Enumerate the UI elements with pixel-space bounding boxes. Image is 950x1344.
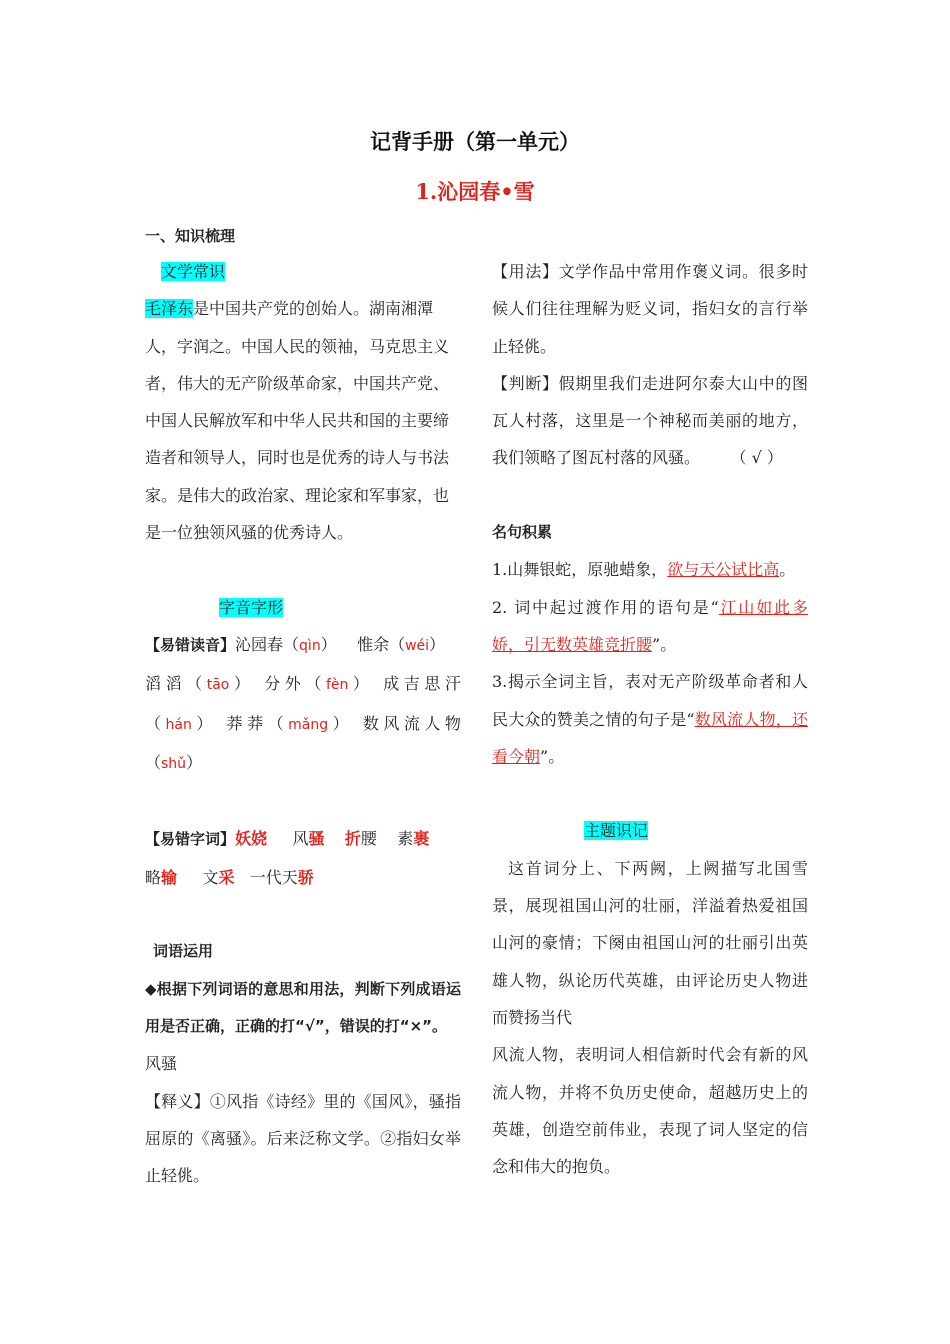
literary-tag-line [145, 253, 461, 290]
pronunciation-tag: 字音字形 [219, 597, 284, 617]
word-tianjiao-plain: 一代天 [249, 867, 298, 887]
word-suguo-red: 裹 [413, 829, 430, 849]
quote-2-suffix: ”。 [652, 634, 677, 654]
usage-heading: 词语运用 [153, 942, 214, 961]
quote-1 [492, 551, 808, 588]
pron-word: 沁园春 [235, 634, 284, 654]
words-label: 【易错字词】 [145, 830, 236, 849]
pron-word: 滔滔 [145, 674, 187, 694]
quote-3 [492, 663, 808, 775]
word-tianjiao-red: 骄 [297, 867, 314, 887]
pronunciation-line-3: （hán） 莽莽（mǎng） 数风流人物 [145, 713, 461, 733]
pron-pinyin: mǎng [288, 716, 329, 733]
page-title: 记背手册（第一单元） [370, 129, 580, 154]
pron-pinyin: tāo [206, 677, 230, 694]
quote-2-answer: 江山如此多娇，引无数英雄竞折腰 [492, 597, 808, 654]
judge-text: 【判断】假期里我们走进阿尔泰大山中的图瓦人村落，这里是一个神秘而美丽的地方，我们领略了图瓦村落的风骚。 [492, 373, 808, 468]
section-heading: 一、知识梳理 [145, 227, 236, 245]
pron-word: 惟余 [357, 634, 390, 654]
pron-pinyin: wéi [405, 637, 430, 654]
judge-paragraph [492, 365, 808, 477]
word-wencai-plain: 文 [202, 867, 219, 887]
word-lueshu-red: 输 [161, 867, 178, 887]
pron-word: 成吉思汗 [383, 674, 461, 694]
word-lueshu-plain: 略 [145, 867, 162, 887]
word-suguo-plain: 素 [397, 829, 414, 849]
quote-2 [492, 589, 808, 664]
literary-tag: 文学常识 [161, 262, 226, 281]
left-column [145, 253, 461, 1194]
pron-word: 莽莽 [226, 713, 268, 733]
pron-word: 分外 [264, 674, 306, 694]
pronunciation-line-4: （shǔ） [145, 752, 203, 772]
judge-answer: （ √ ） [730, 448, 783, 468]
quotes-heading: 名句积累 [492, 523, 553, 542]
usage-instruction: ◆根据下列词语的意思和用法，判断下列成语运用是否正确，正确的打“√”，错误的打“×”。 [145, 979, 461, 1035]
quote-3-prefix: 3.揭示全词主旨，表对无产阶级革命者和人民大众的赞美之情的句子是“ [492, 672, 808, 729]
word-yaorao: 妖娆 [235, 829, 268, 849]
word-zheyao-red: 折 [344, 829, 361, 849]
right-column [492, 253, 808, 1185]
theme-text-1: 这首词分上、下两阙，上阙描写北国雪景，展现祖国山河的壮丽，洋溢着热爱祖国山河的豪情；下阕由祖国山河的壮丽引出英雄人物，纵论历代英雄，由评论历史人物进而赞扬当代 [492, 858, 808, 1027]
pron-word: 数风流人物 [362, 713, 461, 733]
author-name: 毛泽东 [145, 299, 194, 319]
usage-term: 风骚 [145, 1054, 178, 1074]
words-line-2 [145, 859, 461, 896]
quote-1-answer: 欲与天公试比高 [667, 560, 780, 580]
usage-meaning: 【释义】①风指《诗经》里的《国风》，骚指屈原的《离骚》。后来泛称文学。②指妇女举止轻佻。 [145, 1091, 461, 1186]
theme-tag: 主题识记 [584, 821, 649, 841]
pronunciation-label: 【易错读音】 [145, 635, 236, 654]
pron-pinyin: qìn [299, 637, 321, 654]
word-fengsao-red: 骚 [308, 829, 325, 849]
lesson-title: 1.沁园春•雪 [415, 179, 535, 204]
pron-pinyin: fèn [325, 677, 349, 694]
word-zheyao-plain: 腰 [360, 829, 377, 849]
quote-1-prefix: 1.山舞银蛇，原驰蜡象， [492, 560, 668, 580]
pronunciation-tag-line [145, 589, 461, 626]
quote-2-prefix: 2. 词中起过渡作用的语句是“ [492, 597, 719, 617]
usage-text: 【用法】文学作品中常用作褒义词。很多时候人们往往理解为贬义词，指妇女的言行举止轻佻。 [492, 262, 808, 356]
pronunciation-line-2: 滔滔（tāo） 分外（fèn） 成吉思汗 [145, 674, 461, 694]
word-fengsao-plain: 风 [292, 829, 309, 849]
quote-3-answer: 数风流人物，还看今朝 [492, 709, 808, 766]
pron-pinyin: shǔ [161, 755, 187, 772]
theme-text-2: 风流人物，表明词人相信新时代会有新的风流人物，并将不负历史使命，超越历史上的英雄，创造空前伟业，表现了词人坚定的信念和伟大的抱负。 [492, 1045, 808, 1177]
quote-3-suffix: ”。 [540, 746, 565, 766]
words-line-1 [145, 820, 461, 858]
pronunciation-line-1: 【易错读音】沁园春（qìn） 惟余（wéi） [145, 634, 446, 654]
pron-pinyin: hán [165, 716, 192, 733]
literary-text: 是中国共产党的创始人。湖南湘潭人，字润之。中国人民的领袖，马克思主义者，伟大的无产阶级革命家，中国共产党、中国人民解放军和中华人民共和国的主要缔造者和领导人，同时也是优秀的诗人与书法家。是伟大的政治家、理论家和军事家，也是一位独领风骚的优秀诗人。 [145, 299, 450, 543]
theme-tag-line [492, 812, 808, 849]
quote-1-suffix: 。 [779, 560, 796, 580]
literary-paragraph [145, 290, 461, 551]
word-wencai-red: 采 [218, 867, 235, 887]
